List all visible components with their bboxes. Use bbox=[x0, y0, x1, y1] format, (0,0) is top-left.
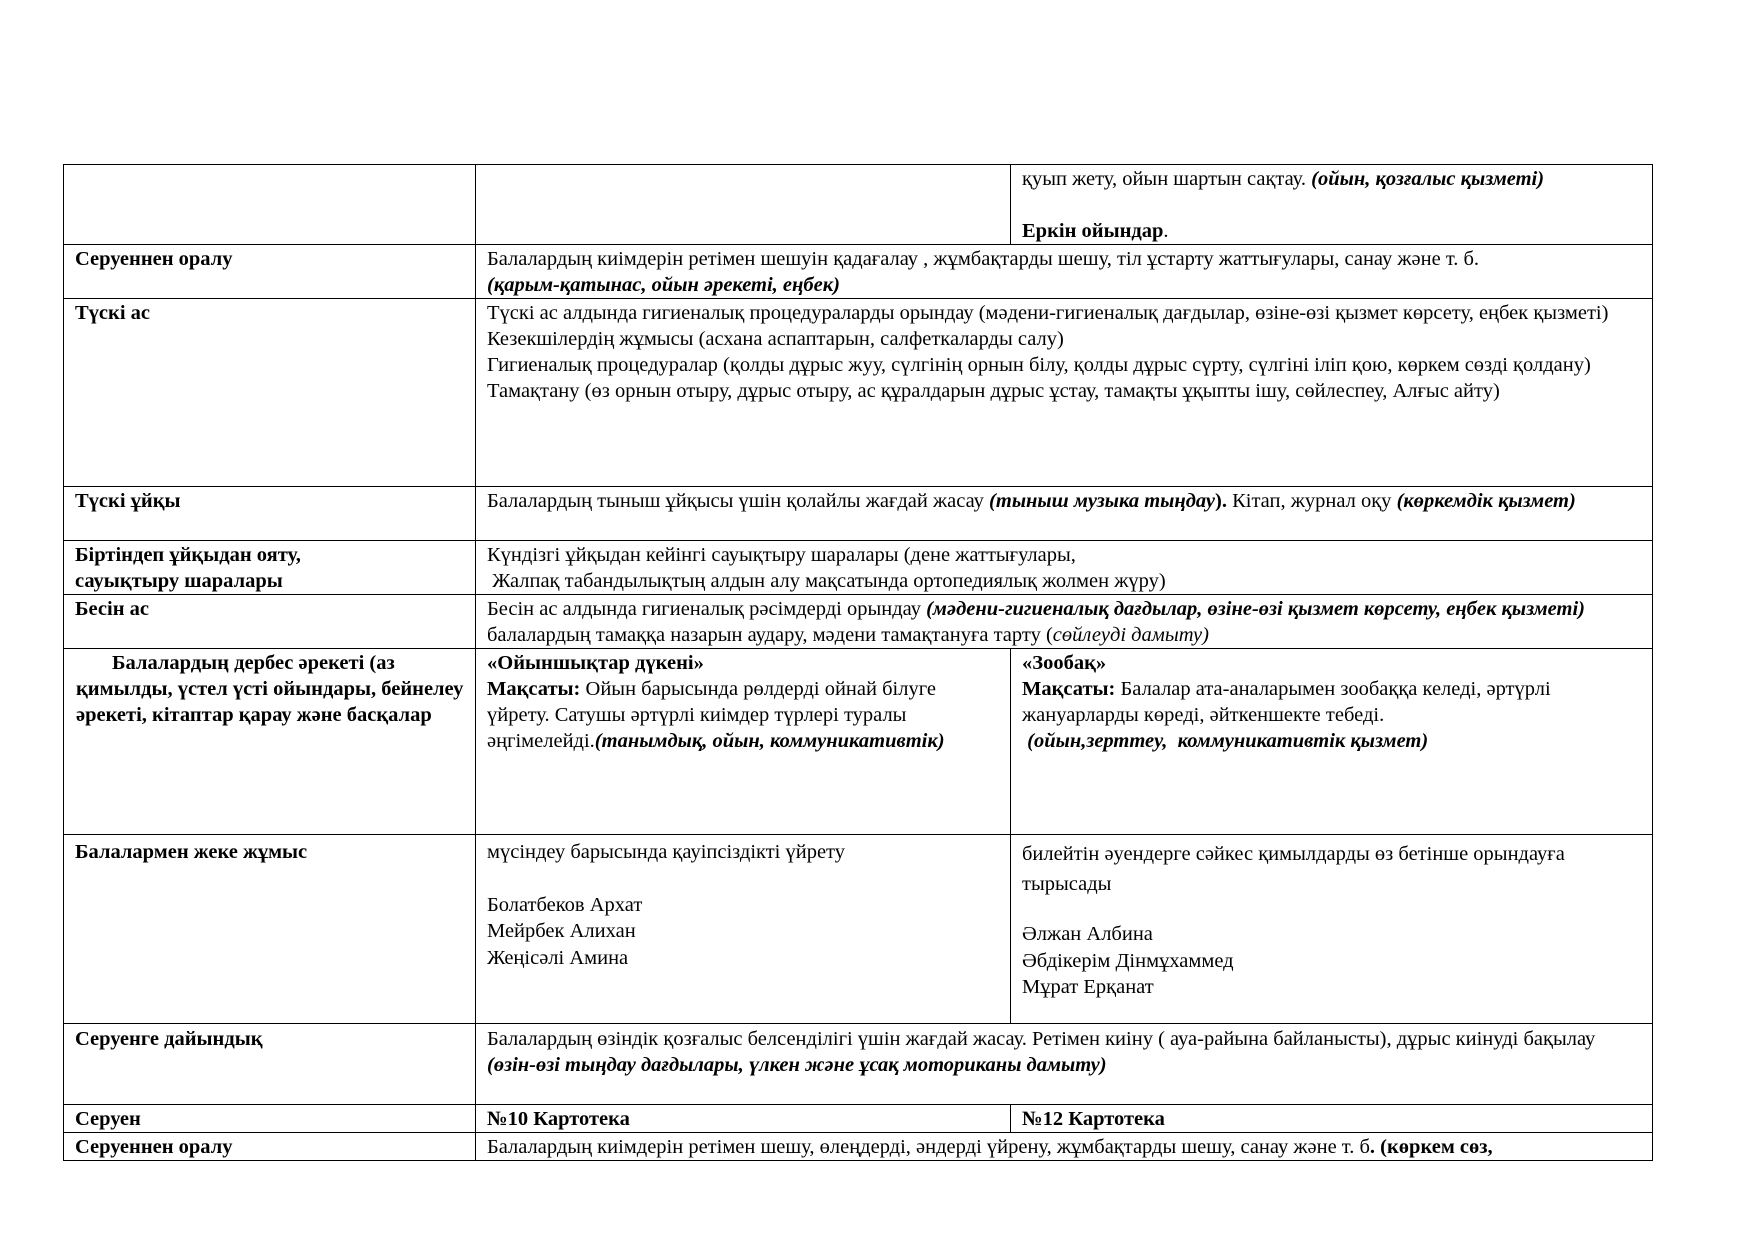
activity-type-note: (танымдық, ойын, коммуникативтік) bbox=[594, 730, 945, 752]
cell-text: Кезекшілердің жұмысы (асхана аспаптарын, салфеткаларды салу) bbox=[487, 328, 1064, 350]
activity-type-note: (қарым-қатынас, ойын әрекеті, еңбек) bbox=[487, 274, 840, 296]
activity-type-note: . (көркем сөз, bbox=[1369, 1136, 1493, 1158]
table-row bbox=[64, 165, 1653, 245]
cell-text: Балалар ата-аналарымен зообаққа келеді, әртүрлі жануарларды көреді, әйткеншекте тебеді. bbox=[1022, 678, 1551, 726]
content-cell bbox=[1011, 165, 1653, 245]
activity-label bbox=[64, 541, 476, 595]
cell-text: балалардың тамаққа назарын аудару, мәдени тамақтануға тарту ( bbox=[487, 624, 1053, 646]
cell-text: Жалпақ табандылықтың алдын алу мақсатында ортопедиялық жолмен жүру) bbox=[487, 570, 1166, 592]
cell-text: Түскі ас алдында гигиеналық процедураларды орындау (мәдени-гигиеналық дағдылар, өзіне-өзі қызмет көрсету, еңбек қызметі) bbox=[487, 302, 1609, 324]
activity-label: Түскі ас bbox=[64, 299, 476, 487]
activity-label: Серуеннен оралу bbox=[64, 245, 476, 299]
content-cell bbox=[476, 1133, 1653, 1161]
table-row bbox=[64, 1024, 1653, 1105]
table-row bbox=[64, 299, 1653, 487]
content-cell bbox=[1011, 835, 1653, 1024]
free-games-label: Еркін ойындар bbox=[1022, 220, 1164, 242]
cell-text: билейтін әуендерге сәйкес қимылдарды өз бетінше орындауға тырысады bbox=[1022, 843, 1565, 895]
activity-label-line: сауықтыру шаралары bbox=[75, 570, 283, 592]
activity-type-note: (көркемдік қызмет) bbox=[1396, 490, 1576, 512]
table-row bbox=[64, 835, 1653, 1024]
cell-text: Балалардың киімдерін ретімен шешуін қадағалау , жұмбақтарды шешу, тіл ұстарту жаттығулары, санау және т. б. bbox=[487, 248, 1480, 270]
content-cell bbox=[1011, 649, 1653, 835]
cell-text: Күндізгі ұйқыдан кейінгі сауықтыру шаралары (дене жаттығулары, bbox=[487, 544, 1076, 566]
table-row bbox=[64, 541, 1653, 595]
content-cell bbox=[476, 595, 1653, 649]
activity-type-note: (ойын,зерттеу, коммуникативтік қызмет) bbox=[1022, 730, 1429, 752]
activity-type-note: (мәдени-гигиеналық дағдылар, өзіне-өзі қызмет көрсету, еңбек қызметі) bbox=[926, 598, 1585, 620]
table-row bbox=[64, 649, 1653, 835]
activity-label-line: Біртіндеп ұйқыдан ояту, bbox=[75, 544, 301, 566]
child-name: Мұрат Ерқанат bbox=[1022, 976, 1154, 998]
content-cell bbox=[476, 835, 1011, 1024]
activity-cell bbox=[64, 165, 476, 245]
activity-label: Балалармен жеке жұмыс bbox=[64, 835, 476, 1024]
table-row bbox=[64, 595, 1653, 649]
cell-text: қуып жету, ойын шартын сақтау. bbox=[1022, 168, 1312, 190]
cell-text: ). bbox=[1215, 490, 1233, 512]
content-cell bbox=[476, 1024, 1653, 1105]
content-cell bbox=[476, 299, 1653, 487]
cell-text: Кітап, журнал оқу bbox=[1232, 490, 1397, 512]
child-name: Әлжан Албина bbox=[1022, 923, 1153, 945]
daily-schedule-table bbox=[63, 164, 1653, 1161]
content-cell bbox=[476, 245, 1653, 299]
walk-card-cell: №12 Картотека bbox=[1011, 1105, 1653, 1133]
game-title: «Зообақ» bbox=[1022, 652, 1107, 674]
activity-label: Бесін ас bbox=[64, 595, 476, 649]
cell-text: Бесін ас алдында гигиеналық рәсімдерді орындау bbox=[487, 598, 927, 620]
cell-text: Тамақтану (өз орнын отыру, дұрыс отыру, ас құралдарын дұрыс ұстау, тамақты ұқыпты ішу, сөйлеспеу, Алғыс айту) bbox=[487, 380, 1500, 402]
goal-label: Мақсаты: bbox=[487, 678, 581, 700]
activity-label: Түскі ұйқы bbox=[64, 487, 476, 541]
activity-label-text: Балалардың дербес әрекеті (аз қимылды, үстел үсті ойындары, бейнелеу әрекеті, кітаптар қарау және басқалар bbox=[76, 652, 464, 726]
cell-text: Балалардың киімдерін ретімен шешу, өлеңдерді, әндерді үйрену, жұмбақтарды шешу, санау және т. б bbox=[487, 1136, 1370, 1158]
cell-text: мүсіндеу барысында қауіпсіздікті үйрету bbox=[487, 841, 845, 863]
cell-text: Ойын барысында рөлдерді ойнай білуге үйрету. Сатушы әртүрлі киімдер түрлері туралы әңгімелейді. bbox=[487, 678, 936, 752]
child-name: Мейрбек Алихан bbox=[487, 920, 636, 942]
child-name: Жеңісәлі Амина bbox=[487, 946, 629, 969]
table-row bbox=[64, 245, 1653, 299]
cell-text: . bbox=[1163, 220, 1169, 242]
content-cell bbox=[476, 541, 1653, 595]
goal-label: Мақсаты: bbox=[1022, 678, 1116, 700]
walk-card-cell: №10 Картотека bbox=[476, 1105, 1011, 1133]
content-cell bbox=[476, 487, 1653, 541]
child-name: Болатбеков Архат bbox=[487, 893, 643, 916]
activity-type-note: сөйлеуді дамыту) bbox=[1052, 624, 1209, 646]
game-title: «Ойыншықтар дүкені» bbox=[487, 652, 704, 674]
cell-text: Балалардың тыныш ұйқысы үшін қолайлы жағдай жасау bbox=[487, 490, 990, 512]
cell-text: Балалардың өзіндік қозғалыс белсенділігі үшін жағдай жасау. Ретімен киіну ( ауа-райына байланысты), дұрыс киінуді бақылау bbox=[487, 1028, 1596, 1050]
activity-label: Серуен bbox=[64, 1105, 476, 1133]
table-row bbox=[64, 1105, 1653, 1133]
activity-type-note: (тыныш музыка тыңдау bbox=[989, 490, 1215, 512]
table-row bbox=[64, 1133, 1653, 1161]
activity-label bbox=[64, 649, 476, 835]
activity-label: Серуенге дайындық bbox=[64, 1024, 476, 1105]
content-cell bbox=[476, 165, 1011, 245]
table-row bbox=[64, 487, 1653, 541]
content-cell bbox=[476, 649, 1011, 835]
child-name: Әбдікерім Дінмұхаммед bbox=[1022, 949, 1234, 972]
activity-label: Серуеннен оралу bbox=[64, 1133, 476, 1161]
cell-text: Гигиеналық процедуралар (қолды дұрыс жуу, сүлгінің орнын білу, қолды дұрыс сүрту, сүлгіні іліп қою, көркем сөзді қолдану) bbox=[487, 354, 1591, 376]
activity-type-note: (ойын, қозғалыс қызметі) bbox=[1311, 168, 1545, 190]
activity-type-note: (өзін-өзі тыңдау дағдылары, үлкен және ұсақ моториканы дамыту) bbox=[487, 1054, 1107, 1076]
